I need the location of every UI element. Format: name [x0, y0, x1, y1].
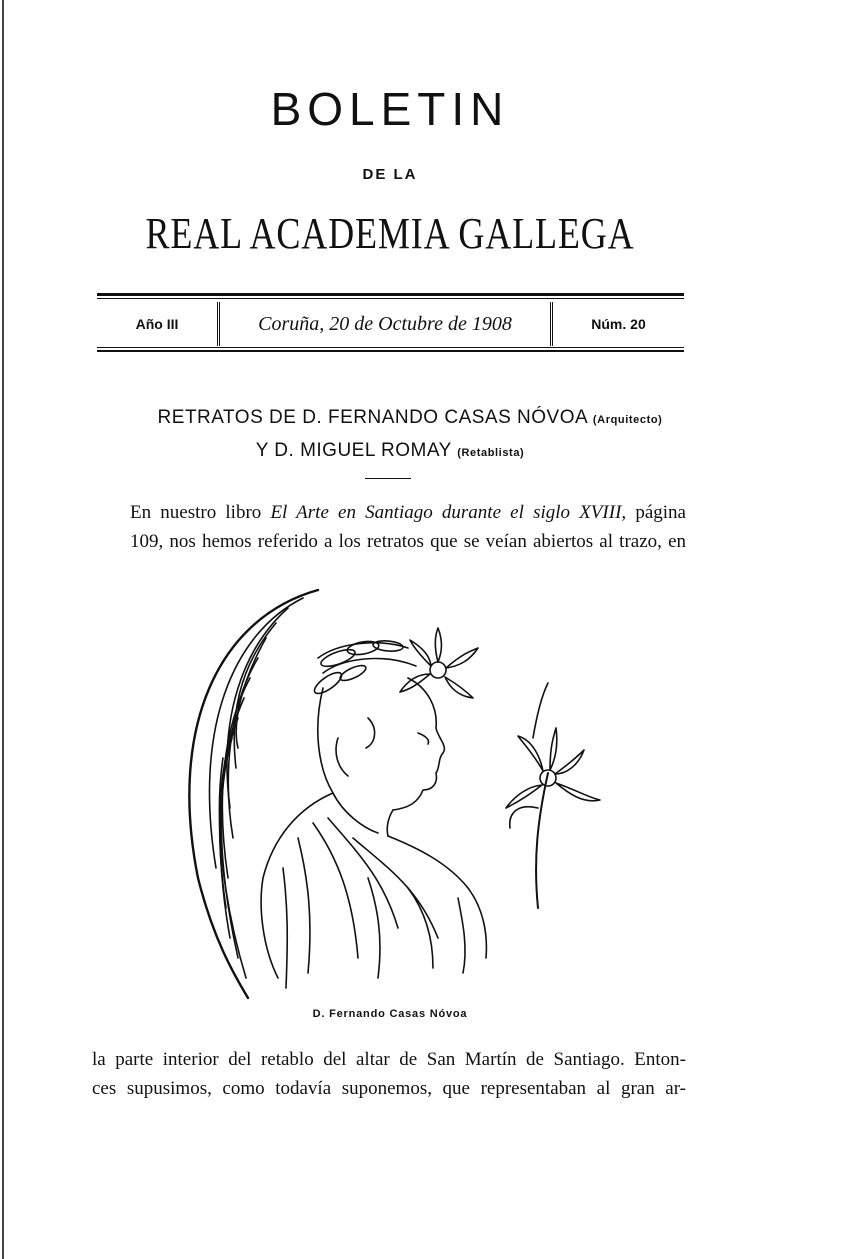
issue-info-bar: [97, 302, 684, 346]
issue-place-date: Coruña, 20 de Octubre de 1908: [220, 302, 553, 346]
issue-number: Núm. 20: [591, 316, 646, 332]
article-title-line-2: [0, 440, 780, 462]
article-title-line-1: [0, 407, 800, 429]
academy-name: REAL ACADEMIA GALLEGA: [145, 209, 635, 258]
bulletin-title: BOLETIN: [270, 83, 510, 135]
book-title: El Arte en Santiago durante el siglo XVIII,: [270, 502, 627, 523]
header-rule-bottom: [97, 350, 684, 352]
article-paragraph-2: [92, 1045, 686, 1103]
article-title-role-1: (Arquitecto): [592, 414, 663, 426]
paragraph-2-line-1: la parte interior del retablo del altar de San Martín de Santiago. Enton-: [92, 1049, 686, 1070]
paragraph-1-line-1: En nuestro libro El Arte en Santiago durante el siglo XVIII, página: [130, 502, 686, 523]
paragraph-2-line-2: ces supusimos, como todavía suponemos, que representaban al gran ar-: [92, 1078, 686, 1099]
article-title-name-2: Y D. MIGUEL ROMAY: [255, 440, 452, 461]
header-rule-bottom-thin: [97, 347, 684, 348]
header-rule-top: [97, 293, 684, 296]
title-divider: [365, 478, 411, 479]
issue-year: Año III: [97, 302, 220, 346]
bulletin-subtitle: DE LA: [362, 166, 418, 183]
article-paragraph-1: [92, 498, 686, 556]
article-title-name-1: RETRATOS DE D. FERNANDO CASAS NÓVOA: [157, 407, 588, 428]
article-title-role-2: (Retablista): [457, 447, 525, 459]
portrait-engraving: [138, 578, 608, 1008]
header-rule-top-thin: [97, 298, 684, 299]
figure-caption: D. Fernando Casas Nóvoa: [312, 1008, 468, 1020]
page-edge-line: [2, 0, 4, 1259]
paragraph-1-line-2: 109, nos hemos referido a los retratos que se veían abiertos al trazo, en: [130, 531, 686, 552]
